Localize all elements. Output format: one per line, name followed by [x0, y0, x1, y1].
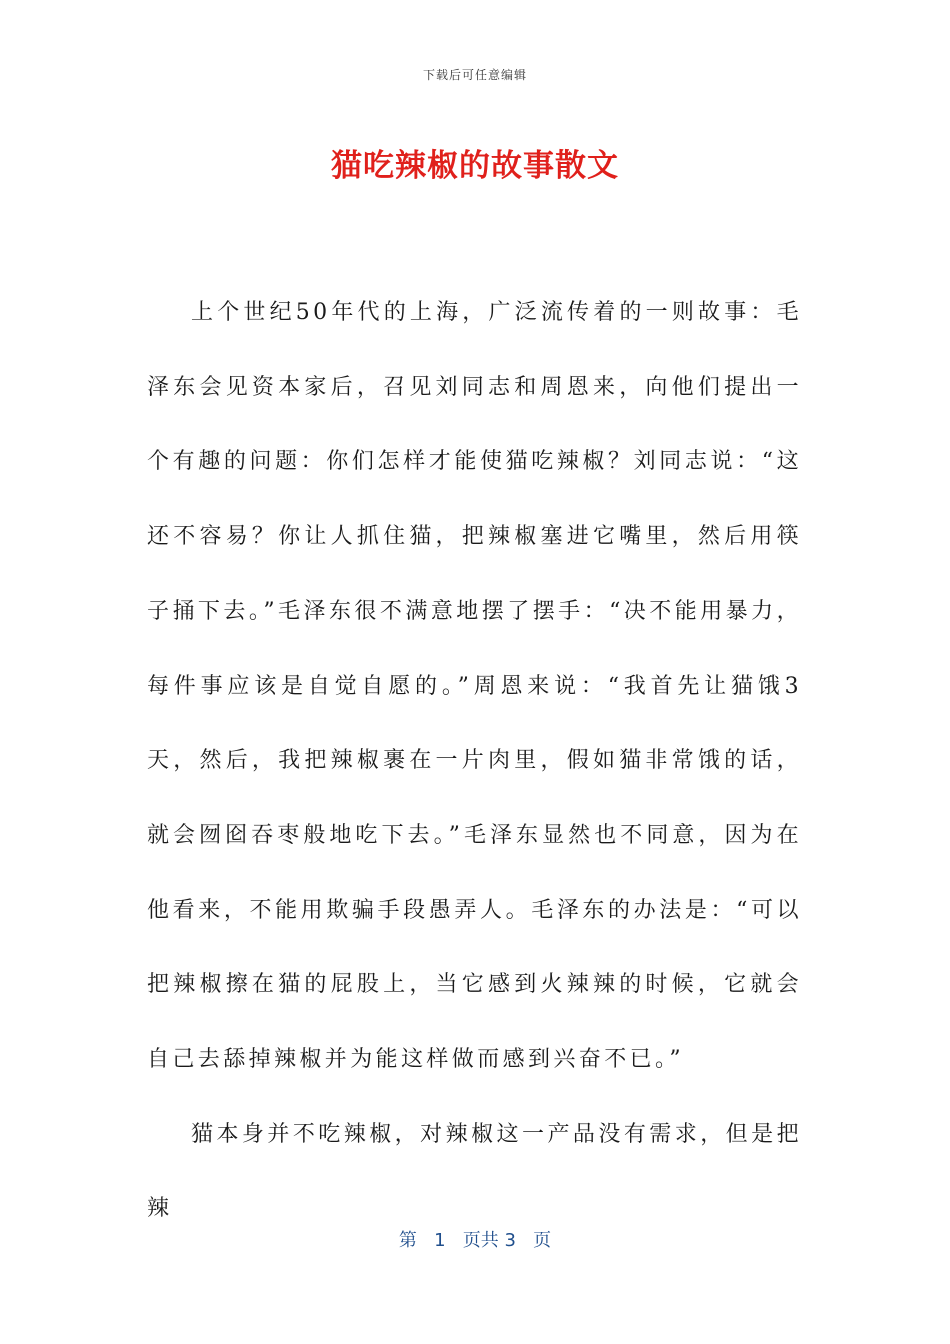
footer-suffix: 页 [533, 1230, 552, 1251]
page-footer [0, 1226, 950, 1252]
paragraph-analysis: 猫本身并不吃辣椒，对辣椒这一产品没有需求，但是把辣 [147, 1121, 802, 1222]
document-title: 猫吃辣椒的故事散文 [331, 148, 619, 184]
paragraph-story: 上个世纪50年代的上海，广泛流传着的一则故事：毛泽东会见资本家后，召见刘同志和周恩来，向他们提出一个有趣的问题：你们怎样才能使猫吃辣椒？刘同志说：“这还不容易？你让人抓住猫，把辣椒塞进它嘴里，然后用筷子捅下去。”毛泽东很不满意地摆了摆手：“决不能用暴力，每件事应该是自觉自愿的。”周恩来说：“我首先让猫饿3天，然后，我把辣椒裹在一片肉里，假如猫非常饿的话，就会囫囵吞枣般地吃下去。”毛泽东显然也不同意，因为在他看来，不能用欺骗手段愚弄人。毛泽东的办法是：“可以把辣椒擦在猫的屁股上，当它感到火辣辣的时候，它就会自己去舔掉辣椒并为能这样做而感到兴奋不已。” [147, 300, 802, 1073]
document-body [147, 276, 802, 1247]
footer-middle: 页共 [462, 1230, 499, 1251]
total-pages-number: 3 [504, 1230, 516, 1251]
download-note: 下载后可任意编辑 [422, 68, 527, 82]
current-page-number: 1 [434, 1230, 446, 1251]
footer-prefix: 第 [398, 1230, 417, 1251]
